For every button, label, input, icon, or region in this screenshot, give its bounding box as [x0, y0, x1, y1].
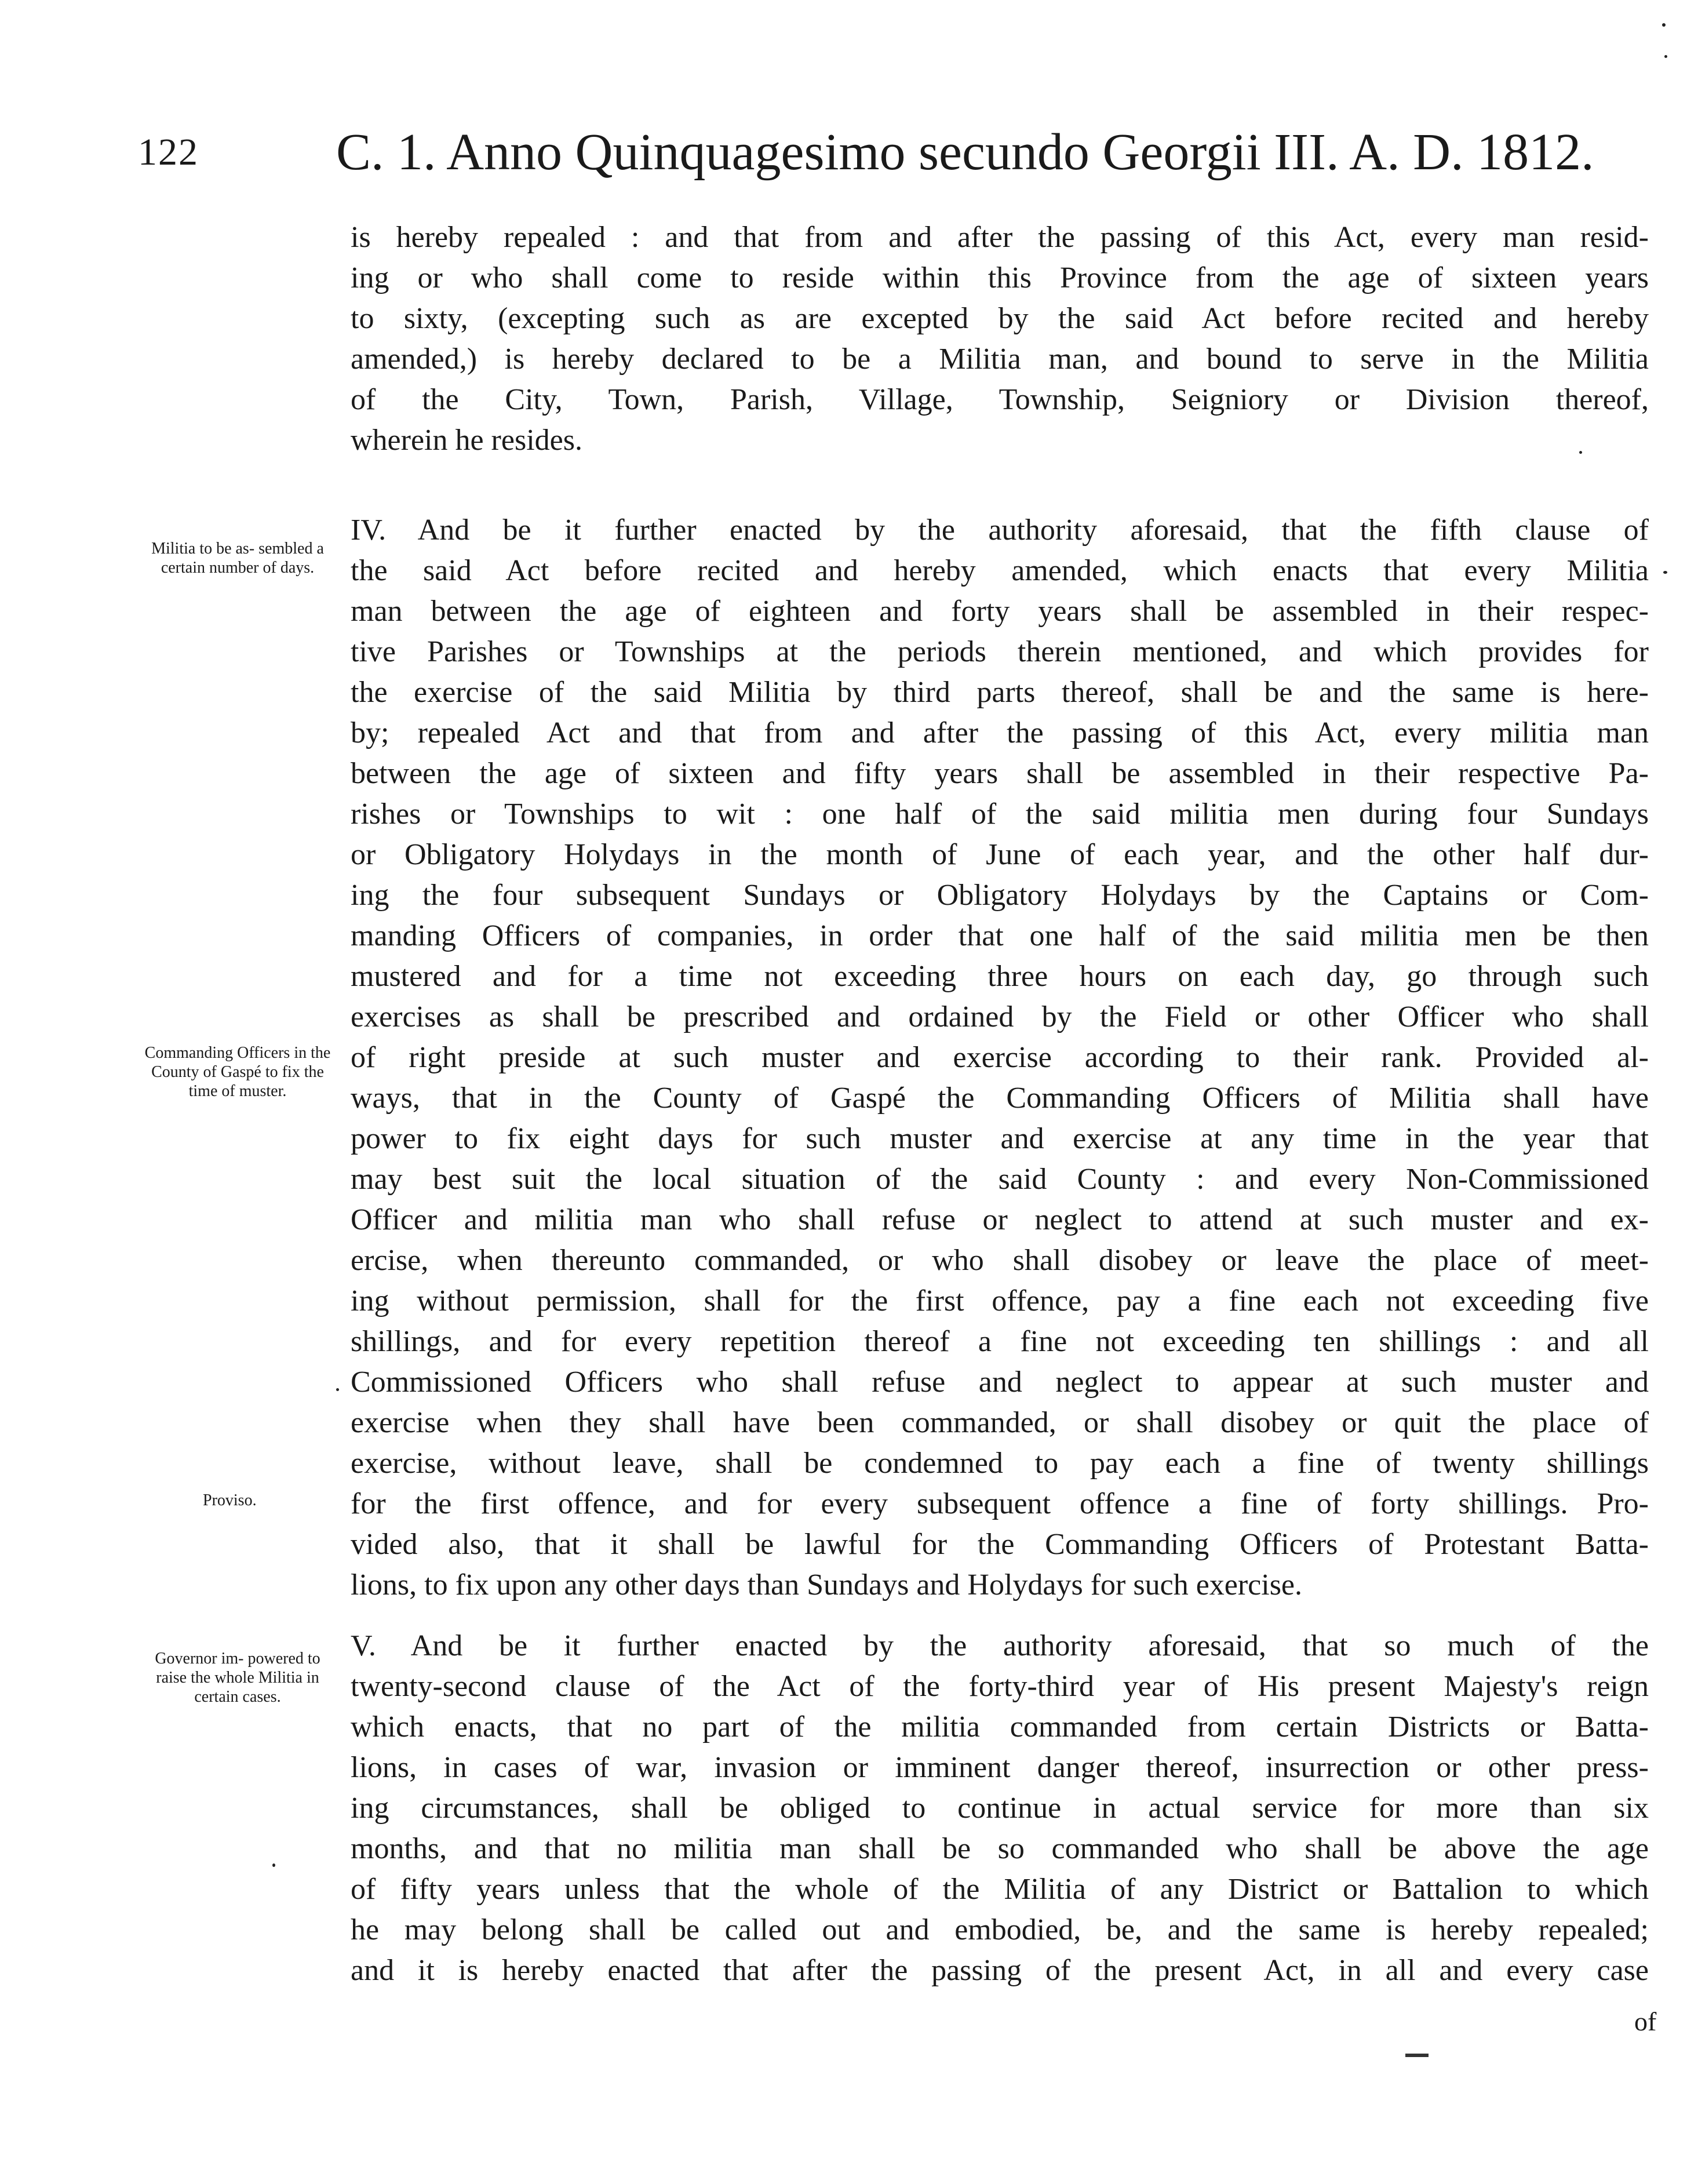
text-line: power to fix eight days for such muster and exercise at any time in the year that: [351, 1122, 1649, 1155]
margin-note-governor-empowered: Governor im- powered to raise the whole Militia in certain cases.: [155, 1650, 320, 1706]
text-line: shillings, and for every repetition thereof a fine not exceeding ten shillings : and all: [351, 1325, 1649, 1358]
print-speck: [1579, 451, 1582, 454]
text-line: Officer and militia man who shall refuse or neglect to attend at such muster and ex-: [351, 1203, 1649, 1236]
text-line: manding Officers of companies, in order that one half of the said militia men be then: [351, 919, 1649, 952]
text-line: exercises as shall be prescribed and ordained by the Field or other Officer who shall: [351, 1000, 1649, 1033]
print-speck: [1664, 55, 1667, 58]
print-speck: [272, 1863, 275, 1867]
paragraph-section-v: [351, 1626, 1649, 1991]
text-line: amended,) is hereby declared to be a Militia man, and bound to serve in the Militia: [351, 343, 1649, 376]
text-line: mustered and for a time not exceeding three hours on each day, go through such: [351, 960, 1649, 993]
text-line: the said Act before recited and hereby amended, which enacts that every Militia: [351, 554, 1649, 587]
text-line: which enacts, that no part of the militia commanded from certain Districts or Batta-: [351, 1710, 1649, 1743]
text-line: months, and that no militia man shall be so commanded who shall be above the age: [351, 1832, 1649, 1865]
print-speck: [336, 1388, 339, 1391]
text-line: by; repealed Act and that from and after the passing of this Act, every militia man: [351, 716, 1649, 749]
text-line: twenty-second clause of the Act of the forty-third year of His present Majesty's reign: [351, 1670, 1649, 1703]
text-line: V. And be it further enacted by the authority aforesaid, that so much of the: [351, 1629, 1649, 1662]
text-line: of fifty years unless that the whole of the Militia of any District or Battalion to which: [351, 1873, 1649, 1906]
text-line: between the age of sixteen and fifty years shall be assembled in their respective Pa-: [351, 757, 1649, 790]
text-line: exercise when they shall have been commanded, or shall disobey or quit the place of: [351, 1406, 1649, 1439]
paragraph-section-iv: [351, 510, 1649, 1606]
text-line: vided also, that it shall be lawful for the Commanding Officers of Protestant Batta-: [351, 1528, 1649, 1561]
print-speck: [1663, 571, 1667, 574]
text-line: of the City, Town, Parish, Village, Township, Seigniory or Division thereof,: [351, 383, 1649, 416]
print-speck: [1662, 23, 1666, 27]
text-line: the exercise of the said Militia by third parts thereof, shall be and the same is here-: [351, 676, 1649, 709]
text-line: of right preside at such muster and exercise according to their rank. Provided al-: [351, 1041, 1649, 1074]
paragraph-intro: [351, 217, 1649, 461]
text-line: wherein he resides.: [351, 424, 582, 457]
text-line: is hereby repealed : and that from and after the passing of this Act, every man resid-: [351, 221, 1649, 254]
text-line: ing or who shall come to reside within this Province from the age of sixteen years: [351, 261, 1649, 294]
text-line: exercise, without leave, shall be condemned to pay each a fine of twenty shillings: [351, 1447, 1649, 1480]
text-line: tive Parishes or Townships at the periods therein mentioned, and which provides for: [351, 635, 1649, 668]
text-line: man between the age of eighteen and forty years shall be assembled in their respec-: [351, 595, 1649, 628]
text-line: ing circumstances, shall be obliged to continue in actual service for more than six: [351, 1792, 1649, 1825]
text-line: ways, that in the County of Gaspé the Commanding Officers of Militia shall have: [351, 1082, 1649, 1115]
text-line: and it is hereby enacted that after the passing of the present Act, in all and every case: [351, 1954, 1649, 1987]
text-line: ing the four subsequent Sundays or Obligatory Holydays by the Captains or Com-: [351, 879, 1649, 912]
running-head: C. 1. Anno Quinquagesimo secundo Georgii III. A. D. 1812.: [336, 123, 1594, 181]
text-line: IV. And be it further enacted by the authority aforesaid, that the fifth clause of: [351, 514, 1649, 547]
text-line: for the first offence, and for every subsequent offence a fine of forty shillings. Pro-: [351, 1487, 1649, 1520]
text-line: lions, in cases of war, invasion or imminent danger thereof, insurrection or other press-: [351, 1751, 1649, 1784]
text-line: ing without permission, shall for the first offence, pay a fine each not exceeding five: [351, 1284, 1649, 1317]
text-line: he may belong shall be called out and embodied, be, and the same is hereby repealed;: [351, 1913, 1649, 1946]
text-line: rishes or Townships to wit : one half of the said militia men during four Sundays: [351, 798, 1649, 831]
text-line: may best suit the local situation of the said County : and every Non-Commissioned: [351, 1163, 1649, 1196]
text-line: Commissioned Officers who shall refuse and neglect to appear at such muster and: [351, 1366, 1649, 1399]
text-line: or Obligatory Holydays in the month of June of each year, and the other half dur-: [351, 838, 1649, 871]
margin-note-gaspe-commanding-officers: Commanding Officers in the County of Gaspé to fix the time of muster.: [144, 1044, 331, 1100]
catchword: of: [1634, 2007, 1657, 2036]
margin-note-proviso: Proviso.: [203, 1491, 257, 1509]
page-number: 122: [138, 131, 199, 173]
print-dash: [1405, 2054, 1429, 2057]
text-line: lions, to fix upon any other days than Sundays and Holydays for such exercise.: [351, 1568, 1303, 1601]
text-line: ercise, when thereunto commanded, or who shall disobey or leave the place of meet-: [351, 1244, 1649, 1277]
text-line: to sixty, (excepting such as are excepted by the said Act before recited and hereby: [351, 302, 1649, 335]
margin-note-militia-assembled: Militia to be as- sembled a certain number of days.: [151, 540, 324, 577]
